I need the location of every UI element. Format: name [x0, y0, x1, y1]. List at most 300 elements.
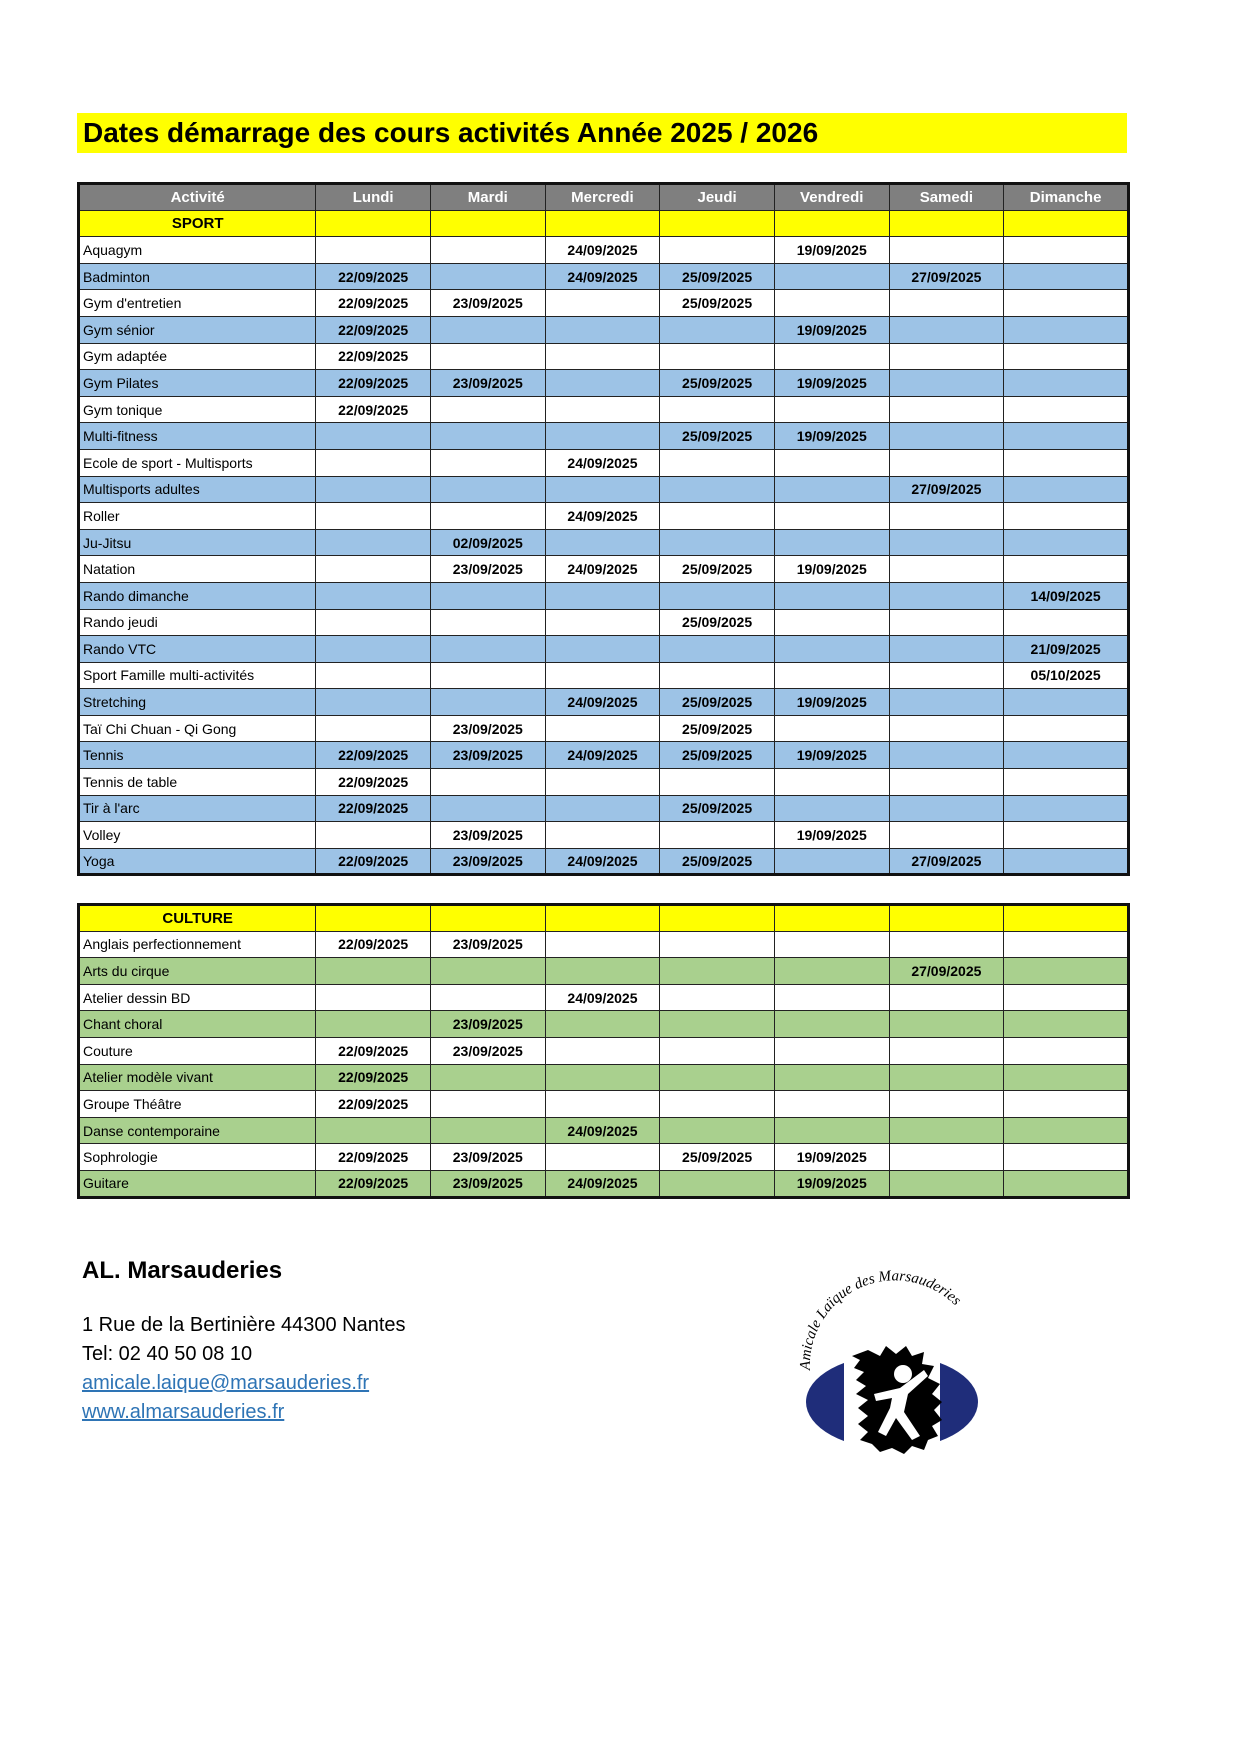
date-cell [889, 529, 1004, 556]
date-cell [1004, 1091, 1129, 1118]
date-cell [774, 503, 889, 530]
date-cell [430, 343, 545, 370]
activity-name: Gym Pilates [79, 370, 316, 397]
date-cell [1004, 396, 1129, 423]
table-row [79, 582, 1129, 609]
sport-section-label: SPORT [79, 210, 316, 237]
date-cell [316, 636, 431, 663]
date-cell [430, 984, 545, 1011]
activity-name: Sophrologie [79, 1144, 316, 1171]
table-row [79, 503, 1129, 530]
table-row [79, 958, 1129, 985]
date-cell [1004, 316, 1129, 343]
date-cell [660, 931, 775, 958]
date-cell [545, 715, 660, 742]
table-row [79, 636, 1129, 663]
culture-schedule-table [77, 903, 1130, 1199]
date-cell: 23/09/2025 [430, 742, 545, 769]
table-row [79, 263, 1129, 290]
date-cell [889, 1011, 1004, 1038]
date-cell: 25/09/2025 [660, 370, 775, 397]
date-cell [316, 476, 431, 503]
date-cell: 23/09/2025 [430, 1037, 545, 1064]
date-cell [1004, 529, 1129, 556]
date-cell [316, 715, 431, 742]
date-cell [889, 396, 1004, 423]
header-sunday: Dimanche [1004, 184, 1129, 211]
date-cell: 22/09/2025 [316, 1037, 431, 1064]
date-cell [1004, 609, 1129, 636]
date-cell: 22/09/2025 [316, 290, 431, 317]
date-cell [889, 662, 1004, 689]
date-cell: 24/09/2025 [545, 263, 660, 290]
table-row [79, 476, 1129, 503]
date-cell [1004, 1011, 1129, 1038]
date-cell: 24/09/2025 [545, 689, 660, 716]
table-row [79, 1011, 1129, 1038]
date-cell [1004, 263, 1129, 290]
date-cell [316, 423, 431, 450]
date-cell [1004, 1117, 1129, 1144]
empty-cell [545, 905, 660, 932]
date-cell: 25/09/2025 [660, 848, 775, 875]
table-row [79, 1117, 1129, 1144]
activity-name: Aquagym [79, 237, 316, 264]
table-row [79, 343, 1129, 370]
date-cell [430, 958, 545, 985]
date-cell: 23/09/2025 [430, 931, 545, 958]
activity-name: Chant choral [79, 1011, 316, 1038]
date-cell: 19/09/2025 [774, 370, 889, 397]
date-cell [774, 795, 889, 822]
activity-name: Multi-fitness [79, 423, 316, 450]
date-cell [774, 476, 889, 503]
date-cell [660, 343, 775, 370]
table-row [79, 529, 1129, 556]
date-cell [316, 556, 431, 583]
organization-name: AL. Marsauderies [82, 1257, 283, 1284]
date-cell [545, 931, 660, 958]
table-row [79, 742, 1129, 769]
date-cell [774, 1064, 889, 1091]
date-cell [774, 582, 889, 609]
date-cell [545, 316, 660, 343]
date-cell [660, 1091, 775, 1118]
table-row [79, 237, 1129, 264]
date-cell [774, 984, 889, 1011]
date-cell [1004, 449, 1129, 476]
date-cell: 25/09/2025 [660, 1144, 775, 1171]
empty-cell [1004, 905, 1129, 932]
activity-name: Tennis de table [79, 769, 316, 796]
date-cell [545, 609, 660, 636]
date-cell [889, 769, 1004, 796]
date-cell [889, 449, 1004, 476]
date-cell [889, 689, 1004, 716]
date-cell: 22/09/2025 [316, 848, 431, 875]
date-cell [774, 263, 889, 290]
activity-name: Arts du cirque [79, 958, 316, 985]
date-cell [545, 1011, 660, 1038]
date-cell: 27/09/2025 [889, 476, 1004, 503]
date-cell [889, 237, 1004, 264]
date-cell [430, 503, 545, 530]
date-cell: 25/09/2025 [660, 290, 775, 317]
date-cell [1004, 290, 1129, 317]
date-cell [889, 931, 1004, 958]
date-cell [660, 529, 775, 556]
date-cell: 22/09/2025 [316, 931, 431, 958]
date-cell [774, 1037, 889, 1064]
date-cell [316, 503, 431, 530]
date-cell [1004, 476, 1129, 503]
empty-cell [430, 905, 545, 932]
date-cell [545, 582, 660, 609]
date-cell: 14/09/2025 [1004, 582, 1129, 609]
date-cell: 22/09/2025 [316, 1064, 431, 1091]
date-cell [660, 316, 775, 343]
date-cell [660, 984, 775, 1011]
date-cell [774, 1011, 889, 1038]
date-cell [316, 449, 431, 476]
date-cell: 19/09/2025 [774, 742, 889, 769]
date-cell: 25/09/2025 [660, 689, 775, 716]
empty-cell [660, 210, 775, 237]
date-cell [774, 1117, 889, 1144]
empty-cell [660, 905, 775, 932]
table-row [79, 449, 1129, 476]
date-cell [774, 958, 889, 985]
date-cell: 23/09/2025 [430, 556, 545, 583]
date-cell [660, 237, 775, 264]
empty-cell [316, 905, 431, 932]
activity-name: Badminton [79, 263, 316, 290]
date-cell [1004, 1144, 1129, 1171]
date-cell: 21/09/2025 [1004, 636, 1129, 663]
date-cell [1004, 503, 1129, 530]
date-cell: 02/09/2025 [430, 529, 545, 556]
date-cell [316, 689, 431, 716]
table-row [79, 822, 1129, 849]
table-row [79, 370, 1129, 397]
date-cell [430, 1117, 545, 1144]
date-cell [774, 449, 889, 476]
date-cell [774, 343, 889, 370]
date-cell: 23/09/2025 [430, 290, 545, 317]
date-cell [545, 769, 660, 796]
culture-table-body [79, 905, 1129, 1198]
date-cell [430, 689, 545, 716]
date-cell [889, 1091, 1004, 1118]
date-cell [316, 1011, 431, 1038]
date-cell [545, 958, 660, 985]
date-cell [889, 1144, 1004, 1171]
activity-name: Danse contemporaine [79, 1117, 316, 1144]
date-cell [660, 476, 775, 503]
activity-name: Atelier modèle vivant [79, 1064, 316, 1091]
date-cell [430, 396, 545, 423]
date-cell [545, 822, 660, 849]
phone: Tel: 02 40 50 08 10 [82, 1343, 253, 1365]
date-cell: 24/09/2025 [545, 556, 660, 583]
date-cell [774, 1091, 889, 1118]
activity-name: Rando dimanche [79, 582, 316, 609]
address: 1 Rue de la Bertinière 44300 Nantes [82, 1314, 406, 1336]
date-cell: 23/09/2025 [430, 370, 545, 397]
date-cell: 24/09/2025 [545, 1117, 660, 1144]
date-cell [430, 263, 545, 290]
date-cell: 22/09/2025 [316, 1170, 431, 1197]
header-friday: Vendredi [774, 184, 889, 211]
activity-name: Anglais perfectionnement [79, 931, 316, 958]
date-cell [774, 290, 889, 317]
empty-cell [1004, 210, 1129, 237]
date-cell [889, 822, 1004, 849]
date-cell [660, 1064, 775, 1091]
date-cell [660, 582, 775, 609]
date-cell: 23/09/2025 [430, 1144, 545, 1171]
date-cell: 19/09/2025 [774, 316, 889, 343]
date-cell [430, 449, 545, 476]
date-cell [660, 822, 775, 849]
date-cell: 25/09/2025 [660, 742, 775, 769]
date-cell [660, 636, 775, 663]
date-cell [774, 848, 889, 875]
date-cell [889, 984, 1004, 1011]
date-cell: 24/09/2025 [545, 848, 660, 875]
date-cell [545, 290, 660, 317]
date-cell: 24/09/2025 [545, 237, 660, 264]
date-cell [660, 503, 775, 530]
logo-text: Amicale Laïque des Marsauderies [797, 1268, 964, 1371]
activity-name: Multisports adultes [79, 476, 316, 503]
date-cell [1004, 769, 1129, 796]
email-link[interactable]: amicale.laique@marsauderies.fr [82, 1372, 370, 1394]
date-cell [1004, 822, 1129, 849]
date-cell: 19/09/2025 [774, 237, 889, 264]
activity-name: Roller [79, 503, 316, 530]
activity-name: Rando jeudi [79, 609, 316, 636]
date-cell [889, 1170, 1004, 1197]
date-cell [660, 769, 775, 796]
table-row [79, 689, 1129, 716]
date-cell [316, 609, 431, 636]
page-title: Dates démarrage des cours activités Année 2025 / 2026 [77, 113, 1127, 153]
date-cell: 19/09/2025 [774, 556, 889, 583]
date-cell [545, 476, 660, 503]
date-cell [1004, 795, 1129, 822]
empty-cell [545, 210, 660, 237]
header-saturday: Samedi [889, 184, 1004, 211]
date-cell [1004, 931, 1129, 958]
date-cell [889, 582, 1004, 609]
table-row [79, 769, 1129, 796]
empty-cell [889, 210, 1004, 237]
date-cell [430, 476, 545, 503]
date-cell [430, 316, 545, 343]
date-cell [774, 636, 889, 663]
table-row [79, 290, 1129, 317]
date-cell [430, 237, 545, 264]
activity-name: Gym d'entretien [79, 290, 316, 317]
date-cell [1004, 715, 1129, 742]
date-cell [774, 715, 889, 742]
header-wednesday: Mercredi [545, 184, 660, 211]
date-cell [774, 396, 889, 423]
date-cell: 23/09/2025 [430, 1170, 545, 1197]
date-cell [1004, 423, 1129, 450]
date-cell [660, 1037, 775, 1064]
date-cell [889, 1064, 1004, 1091]
date-cell [430, 582, 545, 609]
date-cell [889, 370, 1004, 397]
date-cell [889, 795, 1004, 822]
empty-cell [430, 210, 545, 237]
table-row [79, 609, 1129, 636]
date-cell [889, 715, 1004, 742]
date-cell [545, 1064, 660, 1091]
empty-cell [889, 905, 1004, 932]
header-monday: Lundi [316, 184, 431, 211]
date-cell: 23/09/2025 [430, 1011, 545, 1038]
date-cell [545, 423, 660, 450]
activity-name: Groupe Théâtre [79, 1091, 316, 1118]
date-cell [316, 582, 431, 609]
header-tuesday: Mardi [430, 184, 545, 211]
date-cell: 23/09/2025 [430, 822, 545, 849]
table-row [79, 662, 1129, 689]
activity-name: Yoga [79, 848, 316, 875]
date-cell: 22/09/2025 [316, 742, 431, 769]
date-cell [1004, 689, 1129, 716]
date-cell: 24/09/2025 [545, 503, 660, 530]
date-cell [889, 343, 1004, 370]
date-cell: 19/09/2025 [774, 1144, 889, 1171]
date-cell [430, 769, 545, 796]
date-cell: 05/10/2025 [1004, 662, 1129, 689]
empty-cell [774, 210, 889, 237]
date-cell [316, 529, 431, 556]
activity-name: Couture [79, 1037, 316, 1064]
empty-cell [774, 905, 889, 932]
date-cell [316, 1117, 431, 1144]
website-link[interactable]: www.almarsauderies.fr [82, 1401, 285, 1423]
date-cell [545, 795, 660, 822]
activity-name: Taï Chi Chuan - Qi Gong [79, 715, 316, 742]
table-row [79, 1064, 1129, 1091]
date-cell [889, 556, 1004, 583]
date-cell [660, 1011, 775, 1038]
date-cell [774, 769, 889, 796]
date-cell: 27/09/2025 [889, 848, 1004, 875]
activity-name: Tennis [79, 742, 316, 769]
date-cell [889, 636, 1004, 663]
date-cell: 25/09/2025 [660, 556, 775, 583]
table-row [79, 931, 1129, 958]
date-cell: 22/09/2025 [316, 795, 431, 822]
date-cell [430, 662, 545, 689]
date-cell [1004, 237, 1129, 264]
contact-block [82, 1256, 406, 1427]
date-cell: 25/09/2025 [660, 795, 775, 822]
date-cell [774, 529, 889, 556]
date-cell: 22/09/2025 [316, 1091, 431, 1118]
activity-name: Natation [79, 556, 316, 583]
activity-name: Guitare [79, 1170, 316, 1197]
date-cell: 22/09/2025 [316, 769, 431, 796]
date-cell [1004, 343, 1129, 370]
date-cell [316, 958, 431, 985]
date-cell: 25/09/2025 [660, 263, 775, 290]
date-cell [545, 1144, 660, 1171]
date-cell [889, 423, 1004, 450]
date-cell: 22/09/2025 [316, 396, 431, 423]
date-cell [545, 529, 660, 556]
association-logo [788, 1260, 998, 1460]
date-cell: 19/09/2025 [774, 822, 889, 849]
date-cell: 24/09/2025 [545, 984, 660, 1011]
activity-name: Gym sénior [79, 316, 316, 343]
date-cell: 27/09/2025 [889, 263, 1004, 290]
culture-section-row [79, 905, 1129, 932]
date-cell [660, 1117, 775, 1144]
date-cell [430, 423, 545, 450]
table-row [79, 1091, 1129, 1118]
date-cell [316, 237, 431, 264]
date-cell [1004, 958, 1129, 985]
activity-name: Stretching [79, 689, 316, 716]
table-row [79, 423, 1129, 450]
activity-name: Tir à l'arc [79, 795, 316, 822]
date-cell [660, 449, 775, 476]
table-row [79, 1037, 1129, 1064]
date-cell [889, 609, 1004, 636]
table-row [79, 984, 1129, 1011]
date-cell: 22/09/2025 [316, 1144, 431, 1171]
date-cell: 22/09/2025 [316, 343, 431, 370]
date-cell [430, 795, 545, 822]
culture-section-label: CULTURE [79, 905, 316, 932]
date-cell [660, 396, 775, 423]
date-cell [545, 396, 660, 423]
date-cell [889, 316, 1004, 343]
sport-schedule-table [77, 182, 1130, 876]
date-cell [889, 290, 1004, 317]
date-cell [430, 636, 545, 663]
date-cell [1004, 848, 1129, 875]
date-cell: 19/09/2025 [774, 423, 889, 450]
date-cell [660, 1170, 775, 1197]
date-cell [1004, 1170, 1129, 1197]
activity-name: Gym tonique [79, 396, 316, 423]
date-cell: 24/09/2025 [545, 742, 660, 769]
header-thursday: Jeudi [660, 184, 775, 211]
header-activity: Activité [79, 184, 316, 211]
date-cell [430, 1091, 545, 1118]
date-cell [1004, 1064, 1129, 1091]
date-cell [545, 1037, 660, 1064]
date-cell [774, 662, 889, 689]
date-cell [774, 931, 889, 958]
empty-cell [316, 210, 431, 237]
date-cell [1004, 1037, 1129, 1064]
header-row [79, 184, 1129, 211]
sport-table-body [79, 210, 1129, 875]
date-cell [889, 503, 1004, 530]
table-row [79, 795, 1129, 822]
activity-name: Gym adaptée [79, 343, 316, 370]
date-cell: 22/09/2025 [316, 316, 431, 343]
